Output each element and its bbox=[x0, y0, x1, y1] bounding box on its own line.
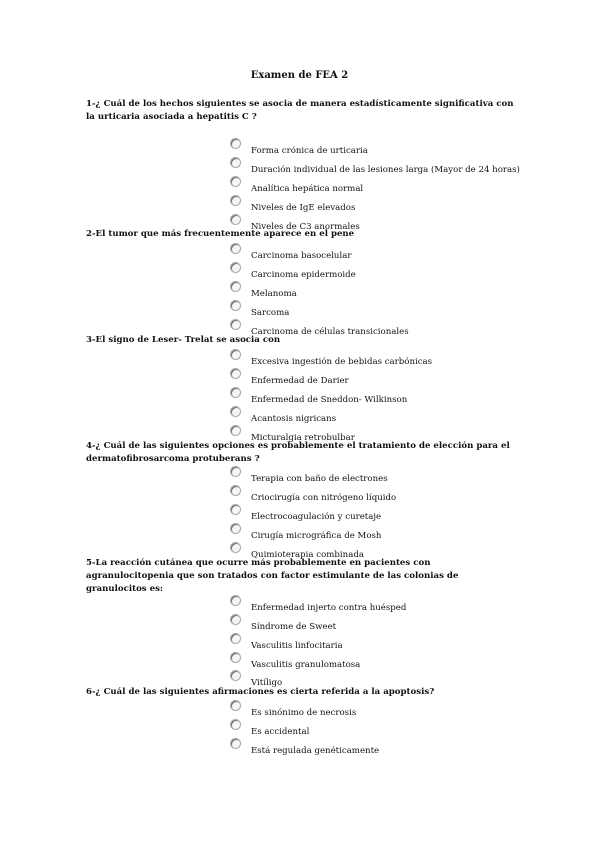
radio-button[interactable] bbox=[230, 700, 241, 711]
option[interactable] bbox=[230, 466, 530, 484]
option-label: Carcinoma epidermoide bbox=[251, 270, 356, 280]
question-5: 5-La reacción cutánea que ocurre más probablemente en pacientes con agranulocitopenia que son tratados con factor estimulante de las colonias de granulocitos es: bbox=[86, 558, 459, 594]
option[interactable] bbox=[230, 504, 530, 522]
option[interactable] bbox=[230, 300, 530, 318]
option-label: Carcinoma de células transicionales bbox=[251, 327, 409, 337]
option-label: Micturalgia retrobulbar bbox=[251, 433, 355, 443]
radio-button[interactable] bbox=[230, 542, 241, 553]
radio-button[interactable] bbox=[230, 281, 241, 292]
radio-button[interactable] bbox=[230, 368, 241, 379]
option-label: Cirugía micrográfica de Mosh bbox=[251, 531, 382, 541]
option-label: Acantosis nigricans bbox=[251, 414, 337, 424]
question-3: 3-El signo de Leser- Trelat se asocia con bbox=[86, 335, 281, 345]
option-label: Criocirugía con nitrógeno líquido bbox=[251, 493, 397, 503]
option-label: Está regulada genéticamente bbox=[251, 746, 380, 756]
option-label: Analítica hepática normal bbox=[251, 184, 364, 194]
option-label: Niveles de C3 anormales bbox=[251, 222, 360, 232]
option[interactable] bbox=[230, 157, 530, 175]
radio-button[interactable] bbox=[230, 670, 241, 681]
radio-button[interactable] bbox=[230, 176, 241, 187]
option-label: Niveles de IgE elevados bbox=[251, 203, 356, 213]
question-2: 2-El tumor que más frecuentemente aparece en el pene bbox=[86, 229, 355, 239]
option-label: Vitíligo bbox=[251, 678, 283, 688]
option-label: Enfermedad de Sneddon- Wilkinson bbox=[251, 395, 408, 405]
option[interactable] bbox=[230, 523, 530, 541]
question-1: 1-¿ Cuál de los hechos siguientes se asocia de manera estadísticamente significativa con la urticaria asociada a hepatitis C ? bbox=[86, 99, 514, 122]
option-label: Melanoma bbox=[251, 289, 297, 299]
radio-button[interactable] bbox=[230, 387, 241, 398]
question-6: 6-¿ Cuál de las siguientes afirmaciones es cierta referida a la apoptosis? bbox=[86, 687, 435, 697]
option-label: Duración individual de las lesiones larga (Mayor de 24 horas) bbox=[251, 165, 520, 175]
radio-button[interactable] bbox=[230, 406, 241, 417]
option-label: Vasculitis granulomatosa bbox=[251, 660, 361, 670]
exam-title: Examen de FEA 2 bbox=[250, 70, 349, 81]
radio-button[interactable] bbox=[230, 633, 241, 644]
radio-button[interactable] bbox=[230, 652, 241, 663]
radio-button[interactable] bbox=[230, 349, 241, 360]
option[interactable] bbox=[230, 387, 530, 405]
radio-button[interactable] bbox=[230, 595, 241, 606]
question-4: 4-¿ Cuál de las siguientes opciones es probablemente el tratamiento de elección para el dermatofibrosarcoma protuberans ? bbox=[86, 441, 510, 464]
option-label: Enfermedad de Darier bbox=[251, 376, 349, 386]
radio-button[interactable] bbox=[230, 466, 241, 477]
radio-button[interactable] bbox=[230, 319, 241, 330]
option[interactable] bbox=[230, 738, 530, 756]
option-label: Sarcoma bbox=[251, 308, 290, 318]
option-label: Es sinónimo de necrosis bbox=[251, 708, 357, 718]
option-label: Quimioterapia combinada bbox=[251, 550, 364, 560]
radio-button[interactable] bbox=[230, 262, 241, 273]
option[interactable] bbox=[230, 485, 530, 503]
option[interactable] bbox=[230, 595, 530, 613]
option[interactable] bbox=[230, 652, 530, 670]
radio-button[interactable] bbox=[230, 243, 241, 254]
radio-button[interactable] bbox=[230, 738, 241, 749]
option[interactable] bbox=[230, 719, 530, 737]
option-label: Carcinoma basocelular bbox=[251, 251, 352, 261]
option-label: Enfermedad injerto contra huésped bbox=[251, 603, 407, 613]
option-label: Síndrome de Sweet bbox=[251, 622, 337, 632]
radio-button[interactable] bbox=[230, 300, 241, 311]
option-label: Forma crónica de urticaria bbox=[251, 146, 368, 156]
option[interactable] bbox=[230, 281, 530, 299]
option[interactable] bbox=[230, 262, 530, 280]
option[interactable] bbox=[230, 406, 530, 424]
option[interactable] bbox=[230, 243, 530, 261]
radio-button[interactable] bbox=[230, 214, 241, 225]
radio-button[interactable] bbox=[230, 719, 241, 730]
option-label: Vasculitis linfocitaria bbox=[251, 641, 343, 651]
radio-button[interactable] bbox=[230, 425, 241, 436]
radio-button[interactable] bbox=[230, 523, 241, 534]
radio-button[interactable] bbox=[230, 614, 241, 625]
option[interactable] bbox=[230, 138, 530, 156]
option[interactable] bbox=[230, 368, 530, 386]
option[interactable] bbox=[230, 700, 530, 718]
option-label: Es accidental bbox=[251, 727, 310, 737]
radio-button[interactable] bbox=[230, 195, 241, 206]
option[interactable] bbox=[230, 349, 530, 367]
option[interactable] bbox=[230, 176, 530, 194]
option[interactable] bbox=[230, 195, 530, 213]
option-label: Terapia con baño de electrones bbox=[251, 474, 388, 484]
option-label: Electrocoagulación y curetaje bbox=[251, 512, 382, 522]
option[interactable] bbox=[230, 614, 530, 632]
radio-button[interactable] bbox=[230, 138, 241, 149]
option[interactable] bbox=[230, 633, 530, 651]
option-label: Excesiva ingestión de bebidas carbónicas bbox=[251, 357, 433, 367]
radio-button[interactable] bbox=[230, 485, 241, 496]
radio-button[interactable] bbox=[230, 157, 241, 168]
radio-button[interactable] bbox=[230, 504, 241, 515]
